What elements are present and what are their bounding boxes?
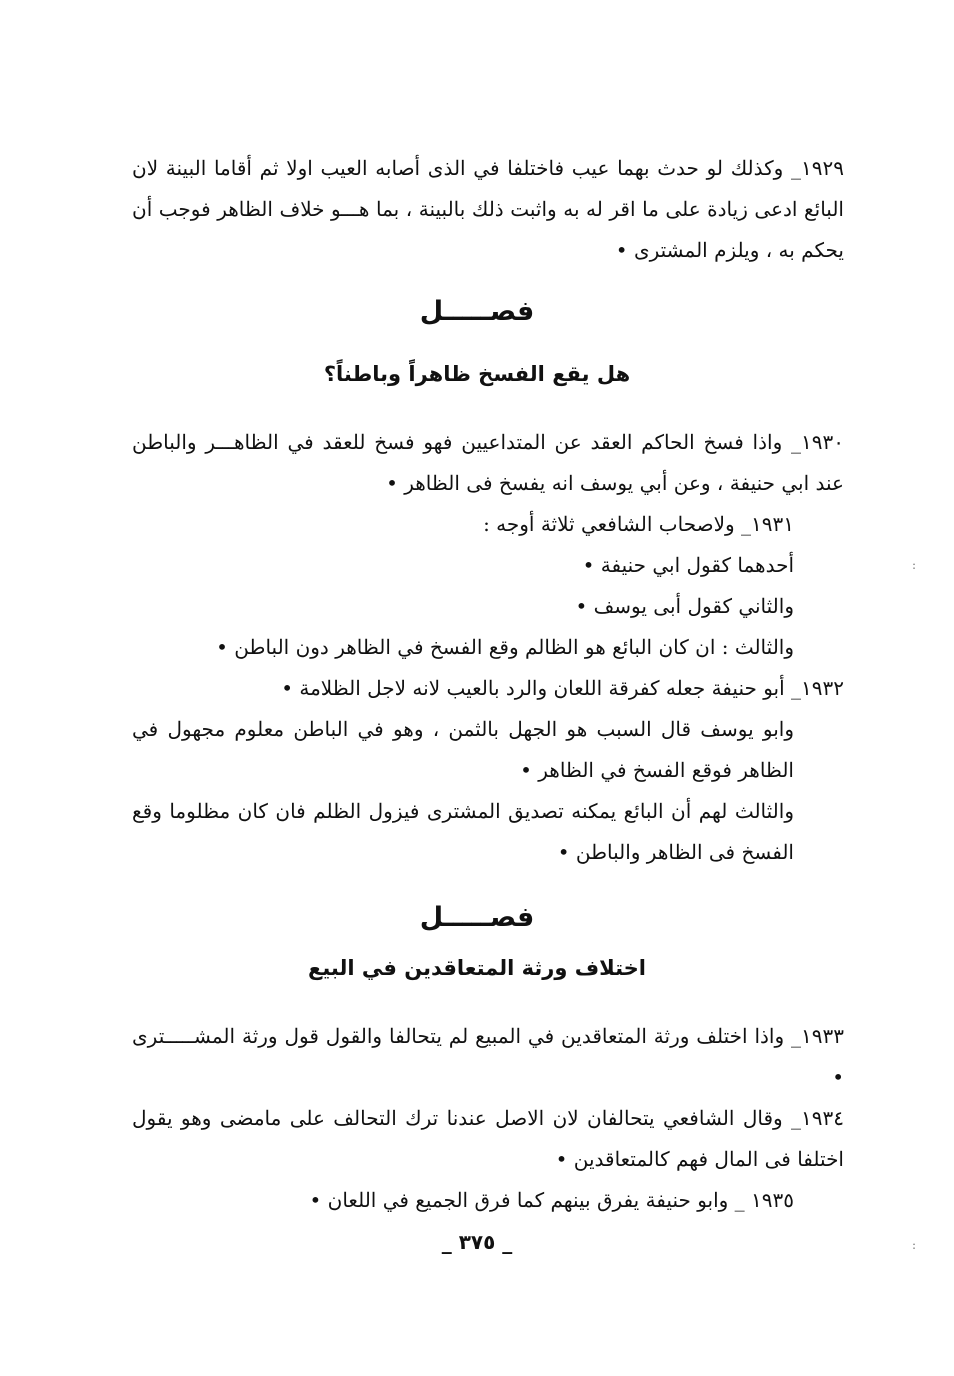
text-block-1930 [132, 422, 844, 873]
paragraph-third-view: والثالث : ان كان البائع هو الظالم وقع الفسخ في الظاهر دون الباطن • [216, 635, 794, 659]
paragraph-1932: ١٩٣٢_ أبو حنيفة جعله كفرقة اللعان والرد بالعيب لانه لاجل الظلامة • [281, 676, 844, 700]
paragraph-abu-yusuf: وابو يوسف قال السبب هو الجهل بالثمن ، وهو في الباطن معلوم مجهول في الظاهر فوقع الفسخ في الظاهر • [132, 717, 794, 782]
paragraph-second-view: والثاني كقول أبى يوسف • [575, 594, 794, 618]
section-title-faskh: هل يقع الفسخ ظاهراً وباطناً؟ [323, 362, 631, 386]
paragraph-1934: ١٩٣٤_ وقال الشافعي يتحالفان لان الاصل عندنا ترك التحالف على مامضى وهو يقول اختلفا فى المال فهم كالمتعاقدين • [132, 1106, 844, 1171]
paragraph-first-view: أحدهما كقول ابي حنيفة • [582, 553, 794, 577]
paragraph-1931: ١٩٣١_ ولاصحاب الشافعي ثلاثة أوجه : [483, 512, 794, 536]
paragraph-1933: ١٩٣٣_ واذا اختلف ورثة المتعاقدين في المبيع لم يتحالفا والقول قول ورثة المشـــــترى • [132, 1024, 844, 1089]
paragraph-1929: ١٩٢٩_ وكذلك لو حدث بهما عيب فاختلفا في الذى أصابه العيب اولا ثم أقاما البينة لان البائع ادعى زيادة على ما اقر له به واثبت ذلك بالبينة ، بما هـــو خلاف الظاهر فوجب أن يحكم به ، ويلزم المشترى • [132, 156, 844, 262]
text-block-1933 [132, 1016, 844, 1221]
section-heading-fasl-1: فصـــــل [419, 296, 535, 327]
page-number: _ ٣٧٥ _ [441, 1230, 513, 1254]
section-title-heirs: اختلاف ورثة المتعاقدين في البيع [308, 956, 646, 980]
paragraph-1930: ١٩٣٠_ واذا فسخ الحاكم العقد عن المتداعيين فهو فسخ للعقد في الظاهـــر والباطن عند ابي حنيفة ، وعن أبي يوسف انه يفسخ فى الظاهر • [132, 430, 844, 495]
paragraph-third-opinion: والثالث لهم أن البائع يمكنه تصديق المشترى فيزول الظلم فان كان مظلوما وقع الفسخ فى الظاهر والباطن • [132, 799, 794, 864]
margin-mark: : [912, 1238, 917, 1252]
section-heading-fasl-2: فصـــــل [419, 902, 535, 933]
margin-mark: : [912, 558, 917, 572]
text-block-1929 [132, 148, 844, 271]
paragraph-1935: ١٩٣٥ _ وابو حنيفة يفرق بينهم كما فرق الجميع في اللعان • [309, 1188, 794, 1212]
